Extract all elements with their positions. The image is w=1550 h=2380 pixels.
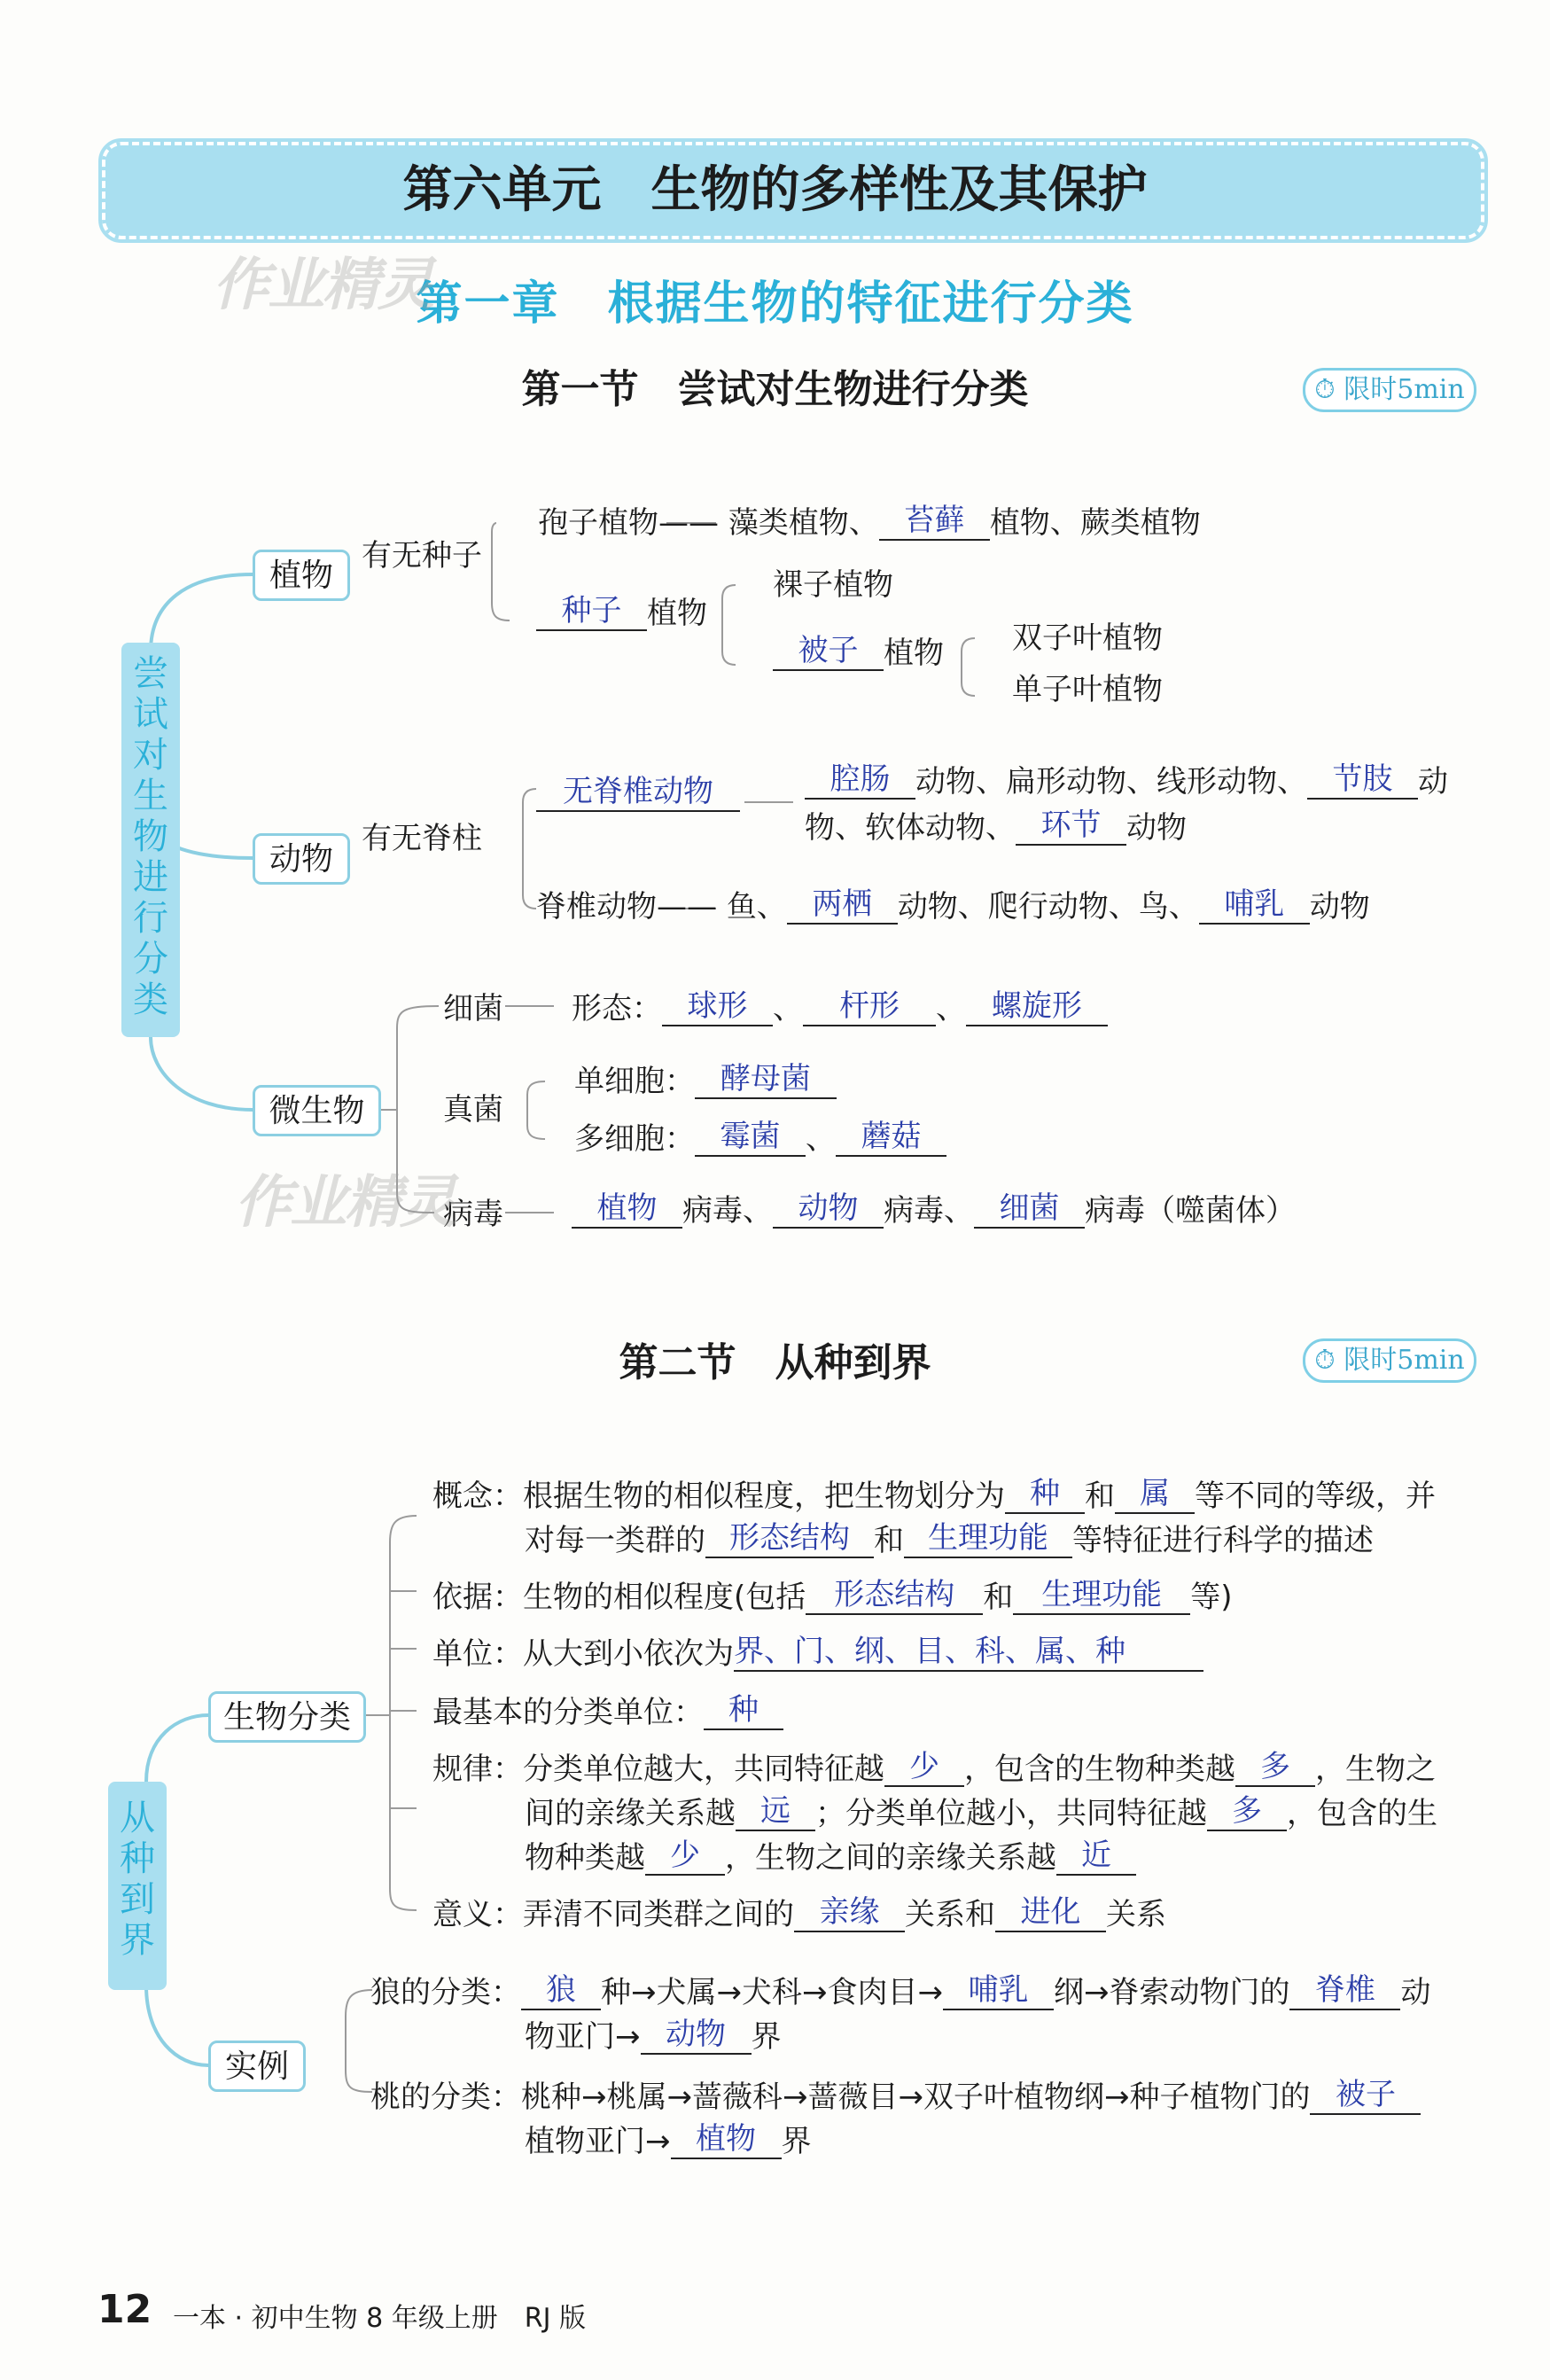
- watermark-2: 作业精灵: [235, 1170, 455, 1236]
- plant-node: 植物: [253, 550, 350, 601]
- virus-label: 病毒: [443, 1197, 503, 1232]
- multicellular-row: 多细胞： 霉菌 、 蘑菇: [574, 1121, 946, 1157]
- spore-plant-row: 孢子植物—— 藻类植物、 苔藓 植物、蕨类植物: [538, 503, 1201, 541]
- classify-node: 生物分类: [208, 1691, 366, 1743]
- chapter-title: 第一章 根据生物的特征进行分类: [416, 277, 1134, 331]
- section2-timer: ⏱ 限时5min: [1303, 1338, 1476, 1383]
- vertebrate-row: 脊椎动物—— 鱼、 两栖 动物、爬行动物、鸟、 哺乳 动物: [536, 886, 1370, 925]
- concept-line1: 概念：根据生物的相似程度，把生物划分为 种 和 属 等不同的等级，并: [432, 1476, 1436, 1514]
- footer-text: 一本 · 初中生物 8 年级上册 RJ 版: [173, 2303, 586, 2334]
- unit-line: 单位：从大到小依次为界、门、纲、目、科、属、种: [432, 1636, 1203, 1672]
- angiosperm-row: 被子 植物: [773, 636, 944, 671]
- section1-title: 第一节 尝试对生物进行分类: [521, 367, 1029, 412]
- basis-line: 依据：生物的相似程度(包括 形态结构 和 生理功能 等): [432, 1577, 1233, 1615]
- bacteria-shapes: 形态： 球形 、 杆形 、 螺旋形: [572, 991, 1108, 1026]
- wolf-line2: 物亚门→ 动物 界: [525, 2017, 782, 2055]
- peach-line2: 植物亚门→ 植物 界: [525, 2121, 812, 2159]
- bacteria-label: 细菌: [443, 991, 503, 1026]
- animal-criterion: 有无脊柱: [362, 821, 482, 856]
- animal-node: 动物: [253, 833, 350, 885]
- section2-root: 从 种 到 界: [108, 1782, 167, 1990]
- invertebrate-row: 无脊椎动物: [536, 776, 740, 812]
- invertebrate-list-2: 物、软体动物、 环节 动物: [805, 808, 1187, 846]
- microbe-node: 微生物: [253, 1085, 381, 1136]
- dicot: 双子叶植物: [1012, 620, 1163, 656]
- concept-line2: 对每一类群的 形态结构 和 生理功能 等特征进行科学的描述: [525, 1520, 1374, 1558]
- section1-root: 尝 试 对 生 物 进 行 分 类: [121, 643, 180, 1037]
- plant-criterion: 有无种子: [362, 538, 482, 574]
- page-number: 12: [97, 2287, 152, 2332]
- virus-row: 植物 病毒、 动物 病毒、 细菌 病毒（噬菌体）: [572, 1193, 1296, 1229]
- peach-line1: 桃的分类：桃种→桃属→蔷薇科→蔷薇目→双子叶植物纲→种子植物门的 被子: [370, 2080, 1421, 2115]
- section1-timer: ⏱ 限时5min: [1303, 368, 1476, 412]
- unicellular-row: 单细胞： 酵母菌: [574, 1064, 837, 1099]
- rule-line2: 间的亲缘关系越 远 ；分类单位越小，共同特征越 多 ，包含的生: [525, 1793, 1437, 1831]
- gymnosperm: 裸子植物: [773, 567, 893, 603]
- meaning-line: 意义：弄清不同类群之间的 亲缘 关系和 进化 关系: [432, 1894, 1166, 1932]
- basic-unit-line: 最基本的分类单位： 种: [432, 1695, 783, 1730]
- section2-title: 第二节 从种到界: [619, 1340, 931, 1385]
- rule-line3: 物种类越 少 ，生物之间的亲缘关系越 近: [525, 1840, 1136, 1876]
- rule-line1: 规律：分类单位越大，共同特征越 少 ，包含的生物种类越 多 ，生物之: [432, 1749, 1436, 1787]
- fungi-label: 真菌: [443, 1092, 503, 1128]
- seed-plant-row: 种子 植物: [536, 596, 707, 631]
- watermark: 作业精灵: [213, 253, 432, 318]
- monocot: 单子叶植物: [1012, 672, 1163, 707]
- unit-title: 第六单元 生物的多样性及其保护: [402, 161, 1148, 219]
- wolf-line1: 狼的分类： 狼 种→犬属→犬科→食肉目→ 哺乳 纲→脊索动物门的 脊椎 动: [370, 1972, 1431, 2010]
- example-node: 实例: [208, 2041, 306, 2092]
- invertebrate-list-1: 腔肠 动物、扁形动物、线形动物、 节肢 动: [805, 764, 1448, 800]
